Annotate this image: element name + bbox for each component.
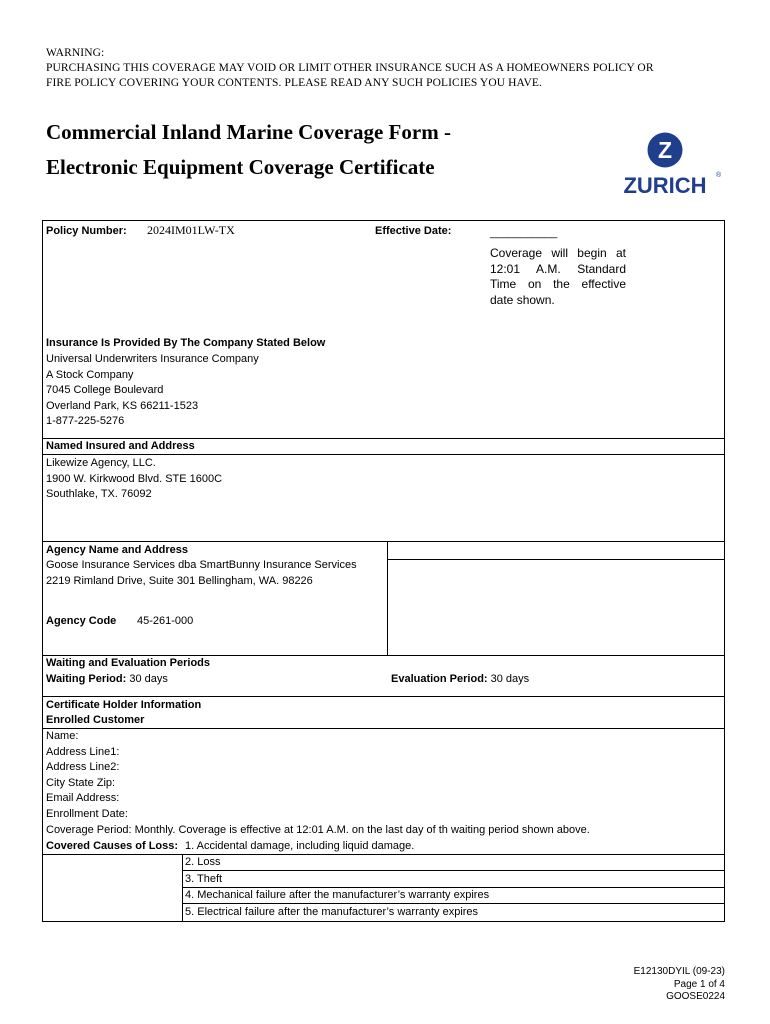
named-insured-line: Likewize Agency, LLC. (46, 457, 156, 469)
insurer-address (46, 352, 259, 430)
insurer-heading: Insurance Is Provided By The Company Stated Below (46, 337, 326, 349)
customer-enrollment-date-field: Enrollment Date: (46, 807, 128, 820)
waiting-period-value: 30 days (129, 673, 168, 685)
warning-line-1: PURCHASING THIS COVERAGE MAY VOID OR LIMIT OTHER INSURANCE SUCH AS A HOMEOWNERS POLICY OR (46, 62, 654, 74)
insurer-line: Universal Underwriters Insurance Company (46, 353, 259, 365)
cause-item: 3. Theft (185, 873, 223, 885)
form-title-line-1: Commercial Inland Marine Coverage Form - (46, 120, 451, 144)
page-number: Page 1 of 4 (673, 978, 725, 990)
divider-causes-vertical (182, 854, 183, 922)
insurer-line: A Stock Company (46, 368, 134, 381)
document-id: GOOSE0224 (666, 991, 725, 1002)
form-code: E12130DYIL (09-23) (633, 966, 725, 977)
coverage-note-line: Coverage will begin at (490, 246, 626, 260)
evaluation-period-label: Evaluation Period: (391, 673, 488, 685)
certificate-holder-heading: Certificate Holder Information (46, 699, 202, 711)
zurich-logo-text: ZURICH (623, 173, 707, 198)
evaluation-period (391, 672, 529, 688)
warning-notice (46, 46, 736, 91)
named-insured-line: Southlake, TX. 76092 (46, 488, 152, 501)
enrolled-customer-heading: Enrolled Customer (46, 714, 145, 726)
zurich-logo (616, 131, 722, 199)
cause-item: 1. Accidental damage, including liquid damage. (185, 840, 415, 852)
agency-line: Goose Insurance Services dba SmartBunny Insurance Services (46, 559, 357, 571)
agency-code-value: 45-261-000 (137, 615, 194, 627)
policy-number-label: Policy Number: (46, 225, 127, 237)
coverage-note-line: date shown. (490, 292, 555, 307)
warning-line-2: FIRE POLICY COVERING YOUR CONTENTS. PLEASE READ ANY SUCH POLICIES YOU HAVE. (46, 77, 542, 89)
customer-name-field: Name: (46, 730, 79, 742)
customer-city-field: City State Zip: (46, 776, 116, 789)
form-title-line-2: Electronic Equipment Coverage Certificate (46, 155, 435, 179)
agency-line: 2219 Rimland Drive, Suite 301 Bellingham, WA. 98226 (46, 574, 313, 587)
agency-heading: Agency Name and Address (46, 544, 189, 556)
agency-code-label: Agency Code (46, 615, 117, 627)
page-footer (634, 966, 725, 1004)
divider-agency (42, 541, 725, 542)
waiting-period (46, 672, 168, 688)
coverage-note-line: Time on the effective (490, 277, 626, 292)
cause-item: 2. Loss (185, 856, 221, 868)
cause-item: 4. Mechanical failure after the manufacturer’s warranty expires (185, 889, 490, 901)
customer-email-field: Email Address: (46, 792, 120, 805)
divider-cause-2 (182, 870, 725, 871)
zurich-logo-letter: Z (657, 137, 673, 163)
insurer-line: Overland Park, KS 66211-1523 (46, 399, 199, 412)
coverage-period-text: Coverage Period: Monthly. Coverage is effective at 12:01 A.M. on the last day of th waiting period shown above. (46, 823, 590, 836)
insurer-line: 7045 College Boulevard (46, 384, 164, 397)
evaluation-period-value: 30 days (490, 673, 530, 685)
effective-date-label: Effective Date: (375, 225, 452, 237)
divider-certificate (42, 696, 725, 697)
coverage-note-line: 12:01 A.M. Standard (490, 261, 626, 276)
divider-agency-right (387, 559, 725, 560)
named-insured-heading: Named Insured and Address (46, 440, 195, 452)
named-insured-line: 1900 W. Kirkwood Blvd. STE 1600C (46, 472, 223, 485)
divider-agency-vertical (387, 541, 388, 655)
customer-address2-field: Address Line2: (46, 761, 120, 774)
agency-address (46, 558, 357, 589)
effective-date-value: ___________ (490, 227, 558, 239)
covered-causes-label: Covered Causes of Loss: (46, 840, 179, 852)
policy-number-value: 2024IM01LW-TX (147, 223, 235, 237)
zurich-logo-registered: ® (716, 172, 722, 179)
warning-label: WARNING: (46, 47, 105, 59)
cause-item: 5. Electrical failure after the manufacturer’s warranty expires (185, 906, 479, 918)
customer-address1-field: Address Line1: (46, 745, 120, 758)
waiting-period-label: Waiting Period: (46, 673, 127, 685)
insurer-line: 1-877-225-5276 (46, 415, 125, 428)
waiting-heading: Waiting and Evaluation Periods (46, 657, 211, 669)
enrolled-customer-fields (46, 729, 590, 838)
coverage-start-note (490, 246, 626, 308)
named-insured-address (46, 456, 222, 503)
